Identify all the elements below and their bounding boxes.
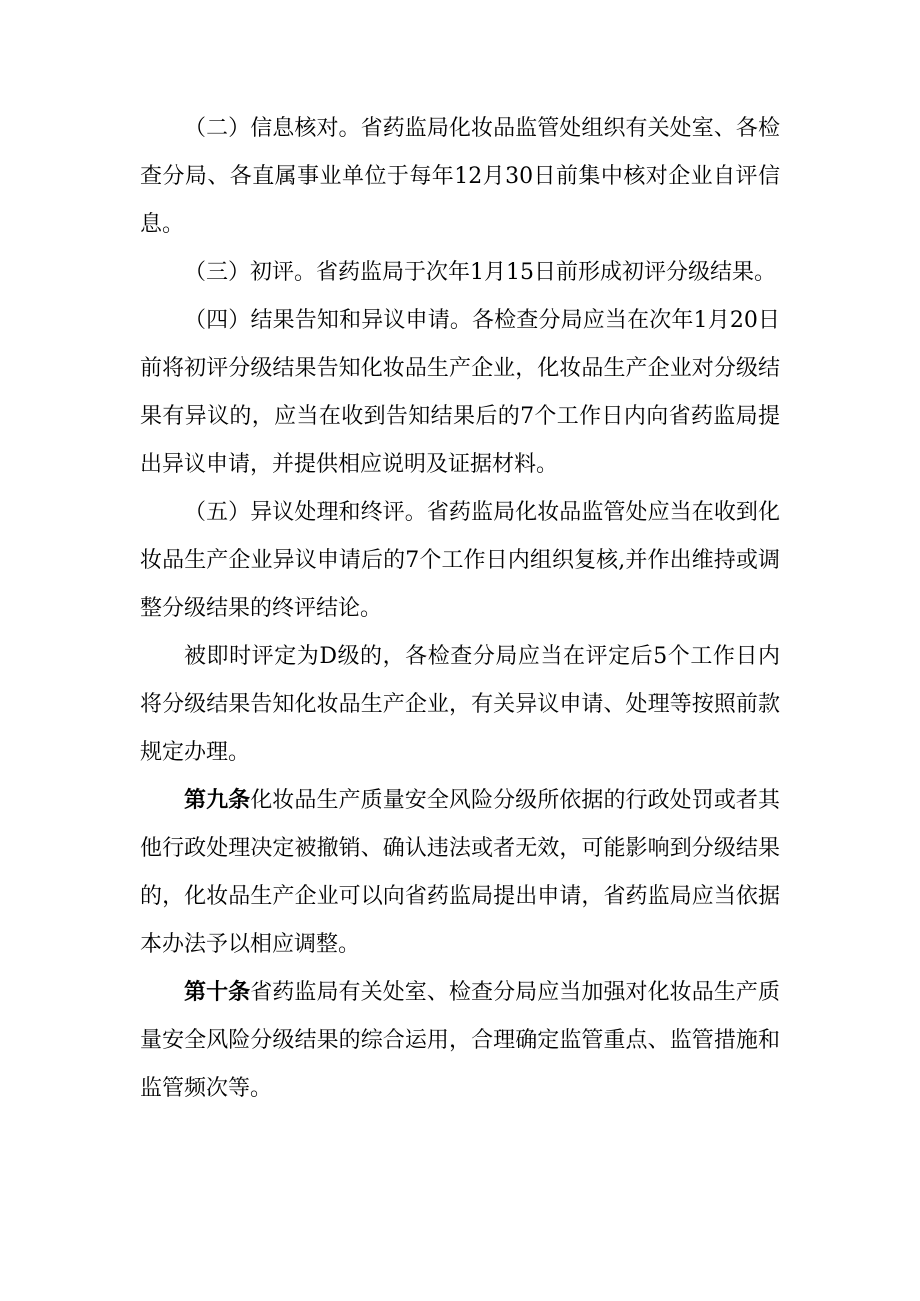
paragraph-text: （二）信息核对。省药监局化妆品监管处组织有关处室、各检查分局、各直属事业单位于每年12月30日前集中核对企业自评信息。 xyxy=(140,116,780,237)
article-number: 第九条 xyxy=(184,788,251,813)
document-body xyxy=(140,105,780,1113)
paragraph-text: （三）初评。省药监局于次年1月15日前形成初评分级结果。 xyxy=(184,260,776,285)
paragraph-text: （五）异议处理和终评。省药监局化妆品监管处应当在收到化妆品生产企业异议申请后的7个工作日内组织复核,并作出维持或调整分级结果的终评结论。 xyxy=(140,500,780,621)
paragraph-grade-d xyxy=(140,633,780,777)
paragraph-article-10 xyxy=(140,969,780,1113)
paragraph-information-verification xyxy=(140,105,780,249)
paragraph-text: 被即时评定为D级的，各检查分局应当在评定后5个工作日内将分级结果告知化妆品生产企业，有关异议申请、处理等按照前款规定办理。 xyxy=(140,644,780,765)
paragraph-result-notification xyxy=(140,297,780,489)
paragraph-text: 化妆品生产质量安全风险分级所依据的行政处罚或者其他行政处理决定被撤销、确认违法或者无效，可能影响到分级结果的，化妆品生产企业可以向省药监局提出申请，省药监局应当依据本办法予以相应调整。 xyxy=(140,788,780,957)
paragraph-initial-evaluation xyxy=(140,249,780,297)
paragraph-objection-handling xyxy=(140,489,780,633)
paragraph-text: （四）结果告知和异议申请。各检查分局应当在次年1月20日前将初评分级结果告知化妆品生产企业，化妆品生产企业对分级结果有异议的，应当在收到告知结果后的7个工作日内向省药监局提出异议申请，并提供相应说明及证据材料。 xyxy=(140,308,780,477)
article-number: 第十条 xyxy=(184,980,251,1005)
paragraph-text: 省药监局有关处室、检查分局应当加强对化妆品生产质量安全风险分级结果的综合运用，合理确定监管重点、监管措施和监管频次等。 xyxy=(140,980,780,1101)
paragraph-article-9 xyxy=(140,777,780,969)
